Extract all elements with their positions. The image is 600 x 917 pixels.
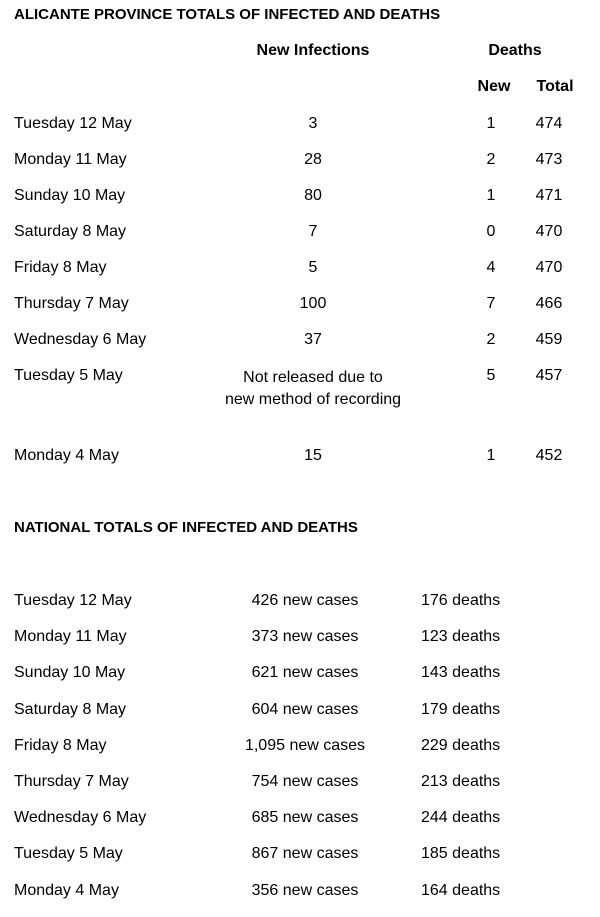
national-row-date: Thursday 7 May bbox=[14, 773, 129, 790]
province-row-infections: 28 bbox=[304, 151, 322, 168]
province-row-date: Sunday 10 May bbox=[14, 187, 126, 204]
province-row-date: Monday 4 May bbox=[14, 447, 119, 464]
national-row-cases: 604 new cases bbox=[251, 700, 359, 718]
province-row-date: Thursday 7 May bbox=[14, 295, 129, 312]
province-row-total-deaths: 470 bbox=[535, 259, 563, 276]
national-row-cases: 867 new cases bbox=[251, 845, 359, 863]
province-row-infections: 100 bbox=[299, 295, 327, 312]
deaths-header: Deaths bbox=[488, 42, 542, 59]
national-row-cases: 754 new cases bbox=[251, 773, 359, 790]
province-row-infections: 3 bbox=[308, 115, 318, 132]
national-row-cases: 1,095 new cases bbox=[244, 736, 366, 754]
province-row-total-deaths: 459 bbox=[535, 331, 563, 348]
province-row-infections: 80 bbox=[304, 187, 322, 204]
national-row-date: Sunday 10 May bbox=[14, 664, 126, 682]
national-title: NATIONAL TOTALS OF INFECTED AND DEATHS bbox=[14, 519, 358, 536]
province-row-total-deaths: 452 bbox=[535, 447, 563, 464]
national-row-deaths: 229 deaths bbox=[421, 736, 501, 754]
province-row-new-deaths: 2 bbox=[486, 151, 496, 168]
total-deaths-header: Total bbox=[536, 78, 574, 95]
province-row-date: Monday 11 May bbox=[14, 151, 127, 168]
national-row-deaths: 179 deaths bbox=[421, 700, 501, 718]
national-row-deaths: 244 deaths bbox=[421, 809, 501, 827]
national-row-deaths: 176 deaths bbox=[421, 592, 501, 609]
national-row-cases: 685 new cases bbox=[251, 809, 359, 827]
national-row-deaths: 185 deaths bbox=[421, 845, 501, 863]
province-row-new-deaths: 5 bbox=[486, 367, 496, 384]
province-row-new-deaths: 2 bbox=[486, 331, 496, 348]
province-row-new-deaths: 1 bbox=[486, 115, 496, 132]
province-row-new-deaths: 1 bbox=[486, 187, 496, 204]
national-row-cases: 621 new cases bbox=[251, 664, 359, 682]
national-row-deaths: 143 deaths bbox=[421, 664, 501, 682]
national-row-deaths: 164 deaths bbox=[421, 881, 501, 899]
province-row-infections: 5 bbox=[308, 259, 318, 276]
province-row-new-deaths: 0 bbox=[486, 223, 496, 240]
national-row-date: Tuesday 5 May bbox=[14, 845, 123, 863]
new-infections-header: New Infections bbox=[256, 42, 370, 59]
province-row-date: Saturday 8 May bbox=[14, 223, 127, 240]
national-row-date: Friday 8 May bbox=[14, 736, 107, 754]
national-row-cases: 356 new cases bbox=[251, 881, 359, 899]
province-title: ALICANTE PROVINCE TOTALS OF INFECTED AND DEATHS bbox=[14, 6, 441, 23]
national-row-deaths: 213 deaths bbox=[421, 773, 501, 790]
national-row-date: Monday 11 May bbox=[14, 628, 127, 646]
national-row-date: Tuesday 12 May bbox=[14, 592, 132, 609]
province-row-total-deaths: 470 bbox=[535, 223, 563, 240]
province-row-date: Tuesday 12 May bbox=[14, 115, 132, 132]
province-row-infections: 37 bbox=[304, 331, 322, 348]
province-row-total-deaths: 474 bbox=[535, 115, 563, 132]
national-row-date: Wednesday 6 May bbox=[14, 809, 147, 827]
province-row-new-deaths: 1 bbox=[486, 447, 496, 464]
national-row-cases: 426 new cases bbox=[251, 592, 359, 609]
province-row-date: Wednesday 6 May bbox=[14, 331, 147, 348]
province-row-date: Tuesday 5 May bbox=[14, 367, 123, 384]
province-row-total-deaths: 466 bbox=[535, 295, 563, 312]
province-row-total-deaths: 457 bbox=[535, 367, 563, 384]
province-row-total-deaths: 473 bbox=[535, 151, 563, 168]
province-row-new-deaths: 7 bbox=[486, 295, 496, 312]
new-deaths-header: New bbox=[477, 78, 511, 95]
national-row-date: Monday 4 May bbox=[14, 881, 119, 899]
national-row-cases: 373 new cases bbox=[251, 628, 359, 646]
province-row-date: Friday 8 May bbox=[14, 259, 107, 276]
province-row-infections: 15 bbox=[304, 447, 322, 464]
province-row-infections: 7 bbox=[308, 223, 318, 240]
province-row-infections: Not released due to new method of recording bbox=[224, 369, 402, 408]
national-row-deaths: 123 deaths bbox=[421, 628, 501, 646]
province-row-total-deaths: 471 bbox=[535, 187, 563, 204]
national-row-date: Saturday 8 May bbox=[14, 700, 127, 718]
province-row-new-deaths: 4 bbox=[486, 259, 496, 276]
